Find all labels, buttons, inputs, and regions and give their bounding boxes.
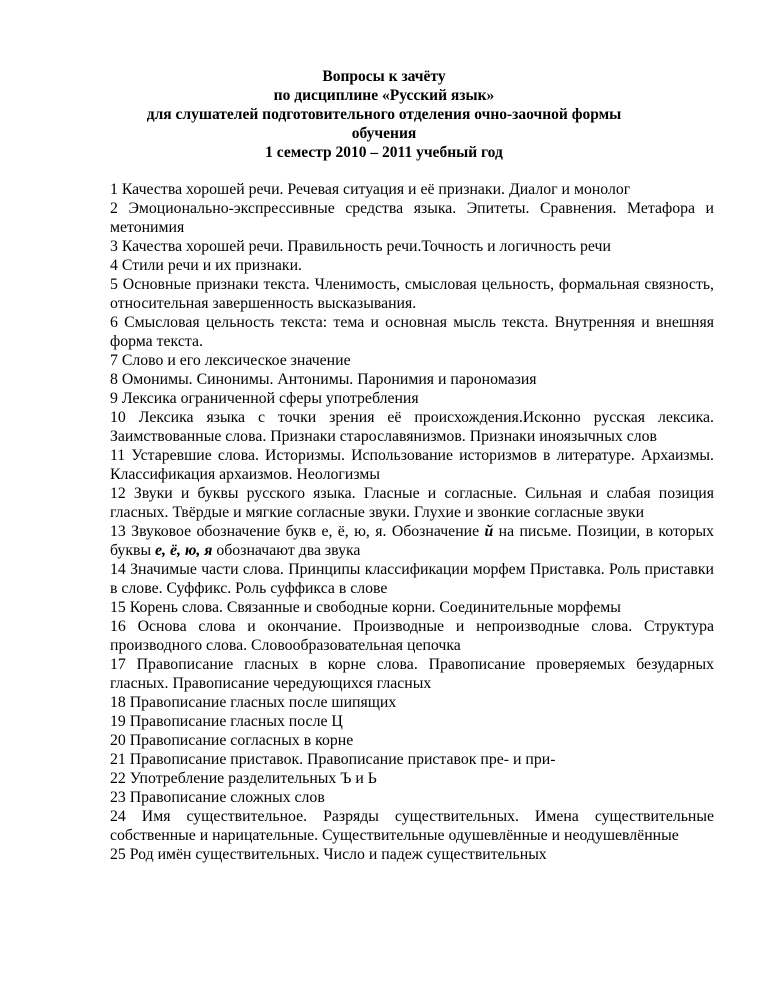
question-text: Омонимы. Синонимы. Антонимы. Паронимия и парономазия bbox=[121, 371, 537, 388]
question-item bbox=[110, 256, 714, 275]
heading-line-4: обучения bbox=[351, 125, 417, 142]
question-item bbox=[110, 769, 714, 788]
question-number: 11 bbox=[110, 447, 126, 464]
question-text: Стили речи и их признаки. bbox=[121, 257, 302, 274]
question-number: 8 bbox=[110, 371, 118, 388]
question-item bbox=[110, 522, 714, 560]
question-item bbox=[110, 389, 714, 408]
question-item bbox=[110, 484, 714, 522]
question-number: 18 bbox=[110, 694, 126, 711]
question-item bbox=[110, 408, 714, 446]
question-item bbox=[110, 731, 714, 750]
question-number: 1 bbox=[110, 181, 118, 198]
question-number: 15 bbox=[110, 599, 126, 616]
question-text: Лексика языка с точки зрения её происхождения.Исконно русская лексика. Заимствованные слова. Признаки старославянизмов. Признаки иноязычных слов bbox=[110, 409, 715, 445]
question-text: Правописание сложных слов bbox=[129, 789, 325, 806]
question-number: 24 bbox=[110, 808, 126, 825]
question-number: 23 bbox=[110, 789, 126, 806]
question-text: Эмоционально-экспрессивные средства языка. Эпитеты. Сравнения. Метафора и метонимия bbox=[110, 200, 714, 236]
question-number: 14 bbox=[110, 561, 126, 578]
question-text: Имя существительное. Разряды существительных. Имена существительные собственные и нарицательные. Существительные одушевлённые и неодушевлённые bbox=[110, 808, 714, 844]
question-item bbox=[110, 655, 714, 693]
question-number: 10 bbox=[110, 409, 126, 426]
question-number: 16 bbox=[110, 618, 126, 635]
question-text: Род имён существительных. Число и падеж существительных bbox=[129, 846, 547, 863]
question-number: 12 bbox=[110, 485, 126, 502]
question-item bbox=[110, 712, 714, 731]
question-text: Звуковое обозначение букв е, ё, ю, я. Обозначение bbox=[131, 523, 485, 540]
question-number: 7 bbox=[110, 352, 118, 369]
question-item bbox=[110, 845, 714, 864]
question-item bbox=[110, 199, 714, 237]
question-text: Смысловая цельность текста: тема и основная мысль текста. Внутренняя и внешняя форма текста. bbox=[110, 314, 714, 350]
question-text: Употребление разделительных Ъ и Ь bbox=[129, 770, 377, 787]
question-text: Правописание приставок. Правописание приставок пре- и при- bbox=[129, 751, 556, 768]
heading-line-2: по дисциплине «Русский язык» bbox=[273, 87, 495, 104]
question-number: 3 bbox=[110, 238, 118, 255]
question-item bbox=[110, 750, 714, 769]
question-number: 19 bbox=[110, 713, 126, 730]
question-text: Устаревшие слова. Историзмы. Использование историзмов в литературе. Архаизмы. Классификация архаизмов. Неологизмы bbox=[110, 447, 714, 483]
question-text: Правописание гласных после шипящих bbox=[129, 694, 397, 711]
question-item bbox=[110, 370, 714, 389]
question-item bbox=[110, 788, 714, 807]
question-emphasis: й bbox=[484, 523, 494, 540]
question-number: 4 bbox=[110, 257, 118, 274]
question-number: 25 bbox=[110, 846, 126, 863]
question-text: Правописание согласных в корне bbox=[129, 732, 354, 749]
question-text: на письме. Позиции, в которых буквы bbox=[110, 523, 714, 559]
question-number: 21 bbox=[110, 751, 126, 768]
question-item bbox=[110, 237, 714, 256]
question-item bbox=[110, 351, 714, 370]
question-text: обозначают два звука bbox=[212, 542, 361, 559]
question-number: 13 bbox=[110, 523, 126, 540]
question-item bbox=[110, 617, 714, 655]
question-number: 5 bbox=[110, 276, 118, 293]
question-item bbox=[110, 180, 714, 199]
heading-line-5: 1 семестр 2010 – 2011 учебный год bbox=[265, 144, 503, 161]
question-number: 17 bbox=[110, 656, 126, 673]
heading-line-3: для слушателей подготовительного отделения очно-заочной формы bbox=[146, 106, 622, 123]
question-number: 6 bbox=[110, 314, 118, 331]
document-heading bbox=[110, 67, 658, 162]
heading-line-1: Вопросы к зачёту bbox=[322, 68, 446, 85]
question-text: Основные признаки текста. Членимость, смысловая цельность, формальная связность, относительная завершенность высказывания. bbox=[110, 276, 715, 312]
question-text: Лексика ограниченной сферы употребления bbox=[121, 390, 419, 407]
question-item bbox=[110, 807, 714, 845]
question-emphasis: е, ё, ю, я bbox=[155, 542, 213, 559]
question-text: Качества хорошей речи. Правильность речи.Точность и логичность речи bbox=[121, 238, 611, 255]
question-number: 20 bbox=[110, 732, 126, 749]
question-text: Значимые части слова. Принципы классификации морфем Приставка. Роль приставки в слове. Суффикс. Роль суффикса в слове bbox=[110, 561, 714, 597]
question-item bbox=[110, 313, 714, 351]
question-item bbox=[110, 598, 714, 617]
question-text: Корень слова. Связанные и свободные корни. Соединительные морфемы bbox=[129, 599, 621, 616]
question-text: Звуки и буквы русского языка. Гласные и согласные. Сильная и слабая позиция гласных. Твёрдые и мягкие согласные звуки. Глухие и звонкие согласные звуки bbox=[110, 485, 714, 521]
question-item bbox=[110, 446, 714, 484]
question-text: Качества хорошей речи. Речевая ситуация и её признаки. Диалог и монолог bbox=[121, 181, 631, 198]
question-item bbox=[110, 693, 714, 712]
question-item bbox=[110, 560, 714, 598]
question-number: 9 bbox=[110, 390, 118, 407]
question-text: Слово и его лексическое значение bbox=[121, 352, 351, 369]
question-text: Правописание гласных в корне слова. Правописание проверяемых безударных гласных. Правописание чередующихся гласных bbox=[110, 656, 714, 692]
question-text: Основа слова и окончание. Производные и непроизводные слова. Структура производного слова. Словообразовательная цепочка bbox=[110, 618, 714, 654]
question-number: 22 bbox=[110, 770, 126, 787]
question-number: 2 bbox=[110, 200, 118, 217]
question-list bbox=[110, 180, 714, 864]
question-text: Правописание гласных после Ц bbox=[129, 713, 343, 730]
question-item bbox=[110, 275, 714, 313]
